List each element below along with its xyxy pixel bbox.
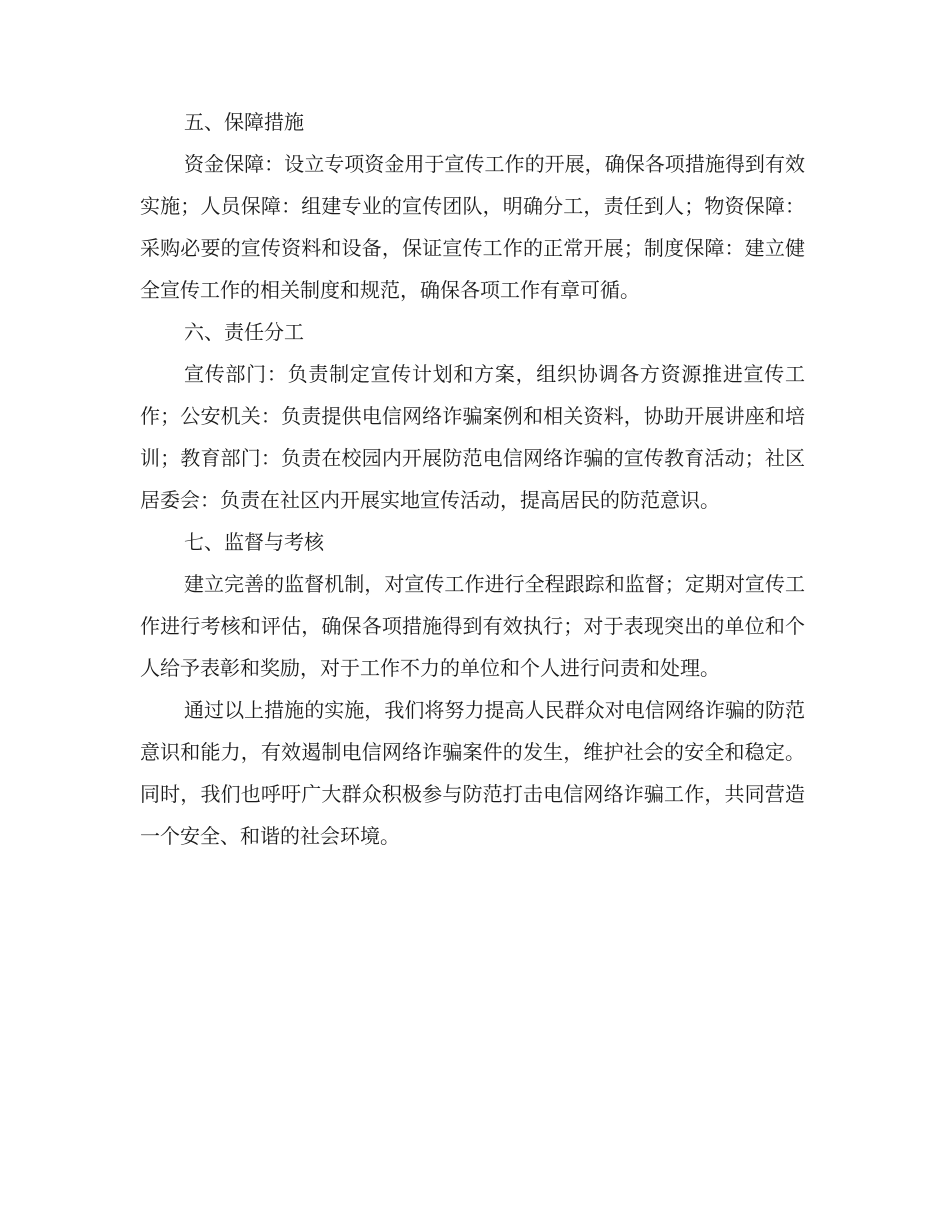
conclusion-paragraph: 通过以上措施的实施，我们将努力提高人民群众对电信网络诈骗的防范意识和能力，有效遏制电信网络诈骗案件的发生，维护社会的安全和稳定。同时，我们也呼吁广大群众积极参与防范打击电信网络诈骗工作，共同营造一个安全、和谐的社会环境。 xyxy=(140,698,805,848)
document-body xyxy=(140,101,805,857)
safeguards-paragraph: 资金保障：设立专项资金用于宣传工作的开展，确保各项措施得到有效实施；人员保障：组建专业的宣传团队，明确分工，责任到人；物资保障：采购必要的宣传资料和设备，保证宣传工作的正常开展；制度保障：建立健全宣传工作的相关制度和规范，确保各项工作有章可循。 xyxy=(140,152,805,302)
section-heading-supervision: 七、监督与考核 xyxy=(184,530,324,554)
section-heading-responsibilities: 六、责任分工 xyxy=(184,320,304,344)
supervision-paragraph: 建立完善的监督机制，对宣传工作进行全程跟踪和监督；定期对宣传工作进行考核和评估，确保各项措施得到有效执行；对于表现突出的单位和个人给予表彰和奖励，对于工作不力的单位和个人进行问责和处理。 xyxy=(140,572,805,680)
responsibilities-paragraph: 宣传部门：负责制定宣传计划和方案，组织协调各方资源推进宣传工作；公安机关：负责提供电信网络诈骗案例和相关资料，协助开展讲座和培训；教育部门：负责在校园内开展防范电信网络诈骗的宣传教育活动；社区居委会：负责在社区内开展实地宣传活动，提高居民的防范意识。 xyxy=(140,362,805,512)
section-heading-safeguards: 五、保障措施 xyxy=(184,110,304,134)
